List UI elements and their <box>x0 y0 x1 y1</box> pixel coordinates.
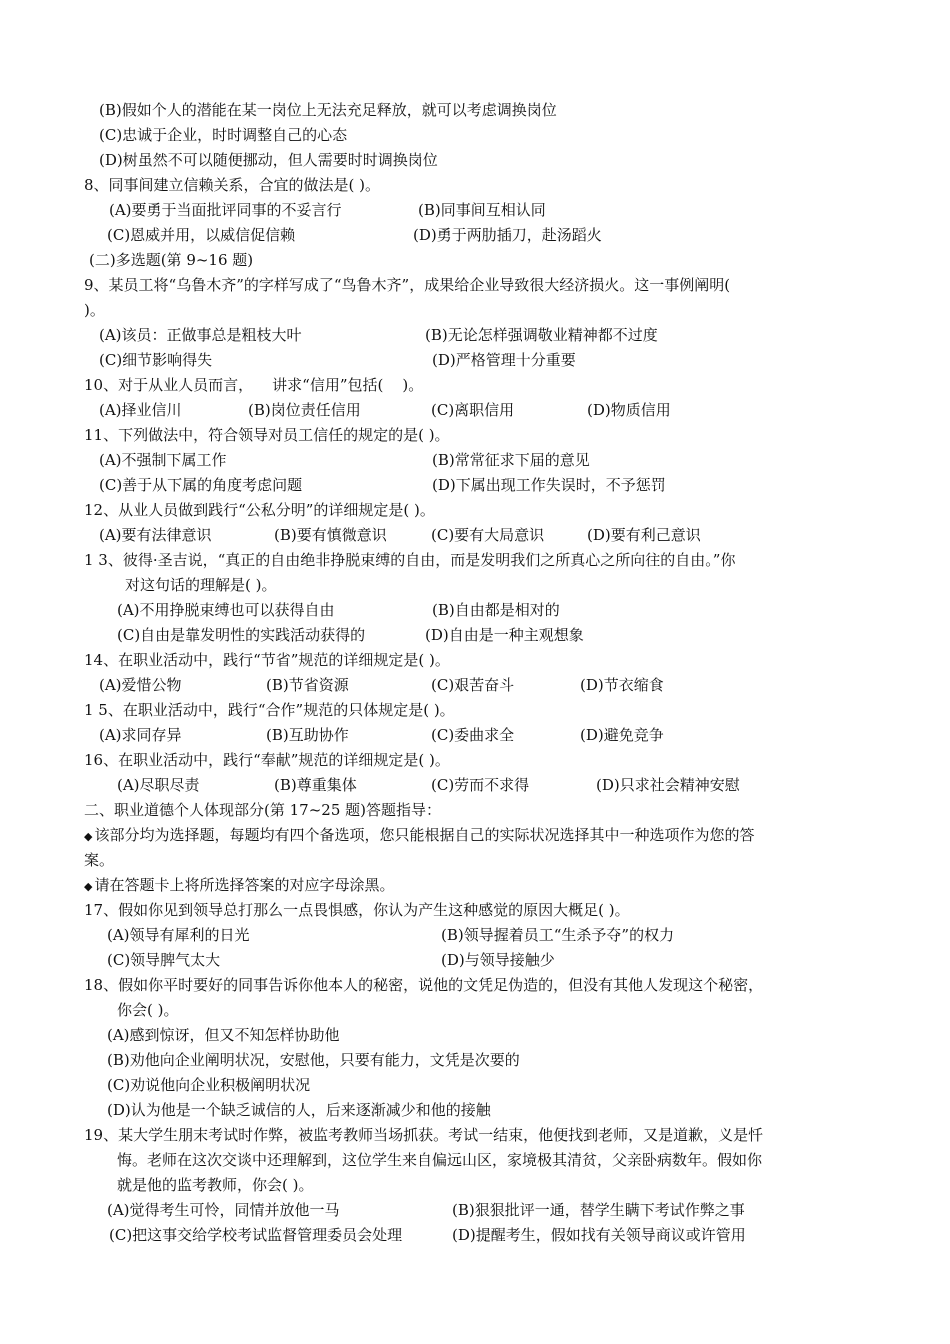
q11-options-row1 <box>0 453 950 473</box>
q17-option-c: (C)领导脾气太大 <box>107 951 221 969</box>
q13-option-c: (C)自由是靠发明性的实践活动获得的 <box>117 626 366 644</box>
q13-options-row1 <box>0 603 950 623</box>
instruction-1-line2: 案。 <box>84 851 115 869</box>
q8-option-a: (A)要勇于当面批评同事的不妥言行 <box>109 201 342 219</box>
q8-options-row2 <box>0 228 950 248</box>
q11-option-d: (D)下属出现工作失误时，不予惩罚 <box>432 476 666 494</box>
q12-options-row <box>0 528 950 548</box>
q15-options-row <box>0 728 950 748</box>
q12-option-b: (B)要有慎微意识 <box>274 526 387 544</box>
q12-stem: 12、从业人员做到践行“公私分明”的详细规定是( )。 <box>84 501 435 519</box>
q13-option-b: (B)自由都是相对的 <box>432 601 560 619</box>
q19-option-c: (C)把这事交给学校考试监督管理委员会处理 <box>109 1226 403 1244</box>
q8-option-d: (D)勇于两肋插刀，赴汤蹈火 <box>413 226 602 244</box>
q15-option-a: (A)求同存异 <box>99 726 182 744</box>
q10-option-a: (A)择业信川 <box>99 401 182 419</box>
q18-stem-line1: 18、假如你平时要好的同事告诉你他本人的秘密，说他的文凭足伪造的，但没有其他人发现这个秘密， <box>84 976 764 994</box>
q7-option-b: (B)假如个人的潜能在某一岗位上无法充足释放，就可以考虑调换岗位 <box>99 101 557 119</box>
q11-option-a: (A)不强制下属工作 <box>99 451 227 469</box>
q19-option-b: (B)狠狠批评一通，替学生瞒下考试作弊之事 <box>452 1201 745 1219</box>
q18-option-b: (B)劝他向企业阐明状况，安慰他，只要有能力，文凭是次要的 <box>107 1051 520 1069</box>
q9-options-row1 <box>0 328 950 348</box>
q8-option-b: (B)同事间互相认同 <box>418 201 546 219</box>
q10-stem: 10、对于从业人员而言， 讲求“信用”包括( )。 <box>84 376 424 394</box>
q8-options-row1 <box>0 203 950 223</box>
q14-option-c: (C)艰苦奋斗 <box>431 676 515 694</box>
q16-option-a: (A)尽职尽责 <box>117 776 200 794</box>
q19-option-d: (D)提醒考生，假如找有关领导商议或许管用 <box>452 1226 746 1244</box>
q18-option-c: (C)劝说他向企业积极阐明状况 <box>107 1076 311 1094</box>
q15-option-c: (C)委曲求全 <box>431 726 515 744</box>
q19-option-a: (A)觉得考生可怜，同情并放他一马 <box>107 1201 340 1219</box>
q7-option-d: (D)树虽然不可以随便挪动，但人需要时时调换岗位 <box>99 151 438 169</box>
q14-options-row <box>0 678 950 698</box>
diamond-bullet-icon: ◆ <box>84 880 93 893</box>
q9-stem-line1: 9、某员工将“乌鲁木齐”的字样写成了“鸟鲁木齐”，成果给企业导致很大经济损火。这一事例阐明( <box>84 276 731 294</box>
q17-options-row1 <box>0 928 950 948</box>
instruction-1-text: 该部分均为选择题，每题均有四个备选项，您只能根据自己的实际状况选择其中一种选项作为您的答 <box>94 826 755 844</box>
q14-option-b: (B)节省资源 <box>266 676 349 694</box>
q19-stem-line1: 19、某大学生朋末考试时作弊，被监考教师当场抓获。考试一结束，他便找到老师，又是道歉，义是忏 <box>84 1126 764 1144</box>
q17-option-d: (D)与领导接触少 <box>441 951 555 969</box>
q13-option-a: (A)不用挣脱束缚也可以获得自由 <box>117 601 335 619</box>
q13-stem-line2: 对这句话的理解是( )。 <box>125 576 277 594</box>
part2-heading: 二、职业道德个人体现部分(第 17~25 题)答题指导： <box>84 801 441 819</box>
q10-option-c: (C)离职信用 <box>431 401 515 419</box>
q19-stem-line2: 悔。老师在这次交谈中还理解到，这位学生来自偏远山区，家境极其清贫，父亲卧病数年。假如你 <box>117 1151 763 1169</box>
q16-option-b: (B)尊重集体 <box>274 776 357 794</box>
q19-options-row2 <box>0 1228 950 1248</box>
q19-stem-line3: 就是他的监考教师，你会( )。 <box>117 1176 314 1194</box>
q15-option-b: (B)互助协作 <box>266 726 349 744</box>
q11-option-c: (C)善于从下属的角度考虑问题 <box>99 476 303 494</box>
section-multiple-choice-heading: (二)多选题(第 9~16 题) <box>89 251 254 269</box>
q11-option-b: (B)常常征求下届的意见 <box>432 451 590 469</box>
q9-option-d: (D)严格管理十分重要 <box>432 351 576 369</box>
q19-options-row1 <box>0 1203 950 1223</box>
q9-stem-line2: )。 <box>84 301 105 319</box>
q14-option-d: (D)节衣缩食 <box>580 676 664 694</box>
q17-stem: 17、假如你见到领导总打那么一点畏惧感，你认为产生这种感觉的原因大概足( )。 <box>84 901 630 919</box>
q16-option-c: (C)劳而不求得 <box>431 776 530 794</box>
instruction-2-text: 请在答题卡上将所选择答案的对应字母涂黑。 <box>94 876 395 894</box>
diamond-bullet-icon: ◆ <box>84 830 93 843</box>
q17-options-row2 <box>0 953 950 973</box>
q9-option-c: (C)细节影响得失 <box>99 351 213 369</box>
q16-option-d: (D)只求社会精神安慰 <box>596 776 740 794</box>
q13-option-d: (D)自由是一种主观想象 <box>425 626 584 644</box>
q18-option-d: (D)认为他是一个缺乏诚信的人，后来逐渐减少和他的接触 <box>107 1101 491 1119</box>
q14-stem: 14、在职业活动中，践行“节省”规范的详细规定是( )。 <box>84 651 450 669</box>
q8-option-c: (C)恩威并用，以威信促信赖 <box>107 226 296 244</box>
q8-stem: 8、同事间建立信赖关系，合宜的做法是( )。 <box>84 176 381 194</box>
q12-option-c: (C)要有大局意识 <box>431 526 545 544</box>
q11-options-row2 <box>0 478 950 498</box>
q15-option-d: (D)避免竞争 <box>580 726 664 744</box>
q12-option-a: (A)要有法律意识 <box>99 526 212 544</box>
q9-options-row2 <box>0 353 950 373</box>
q7-option-c: (C)忠诚于企业，时时调整自己的心态 <box>99 126 348 144</box>
q12-option-d: (D)要有利己意识 <box>587 526 701 544</box>
q18-stem-line2: 你会( )。 <box>117 1001 179 1019</box>
q14-option-a: (A)爱惜公物 <box>99 676 182 694</box>
q13-stem-line1: 1 3、彼得·圣吉说，“真正的自由绝非挣脱束缚的自由，而是发明我们之所真心之所向往的自由。”你 <box>84 551 736 569</box>
instruction-2 <box>84 878 394 893</box>
q16-options-row <box>0 778 950 798</box>
q15-stem: 1 5、在职业活动中，践行“合作”规范的只体规定是( )。 <box>84 701 455 719</box>
q11-stem: 11、下列做法中，符合领导对员工信任的规定的是( )。 <box>84 426 450 444</box>
q16-stem: 16、在职业活动中，践行“奉献”规范的详细规定是( )。 <box>84 751 450 769</box>
q10-options-row <box>0 403 950 423</box>
q10-option-d: (D)物质信用 <box>587 401 671 419</box>
q9-option-b: (B)无论怎样强调敬业精神都不过度 <box>425 326 658 344</box>
q17-option-a: (A)领导有犀利的日光 <box>107 926 250 944</box>
instruction-1-line1 <box>84 828 754 843</box>
q9-option-a: (A)该员：正做事总是粗枝大叶 <box>99 326 302 344</box>
q10-option-b: (B)岗位责任信用 <box>248 401 361 419</box>
q18-option-a: (A)感到惊讶，但又不知怎样协助他 <box>107 1026 340 1044</box>
q17-option-b: (B)领导握着员工“生杀予夺”的权力 <box>441 926 675 944</box>
q13-options-row2 <box>0 628 950 648</box>
